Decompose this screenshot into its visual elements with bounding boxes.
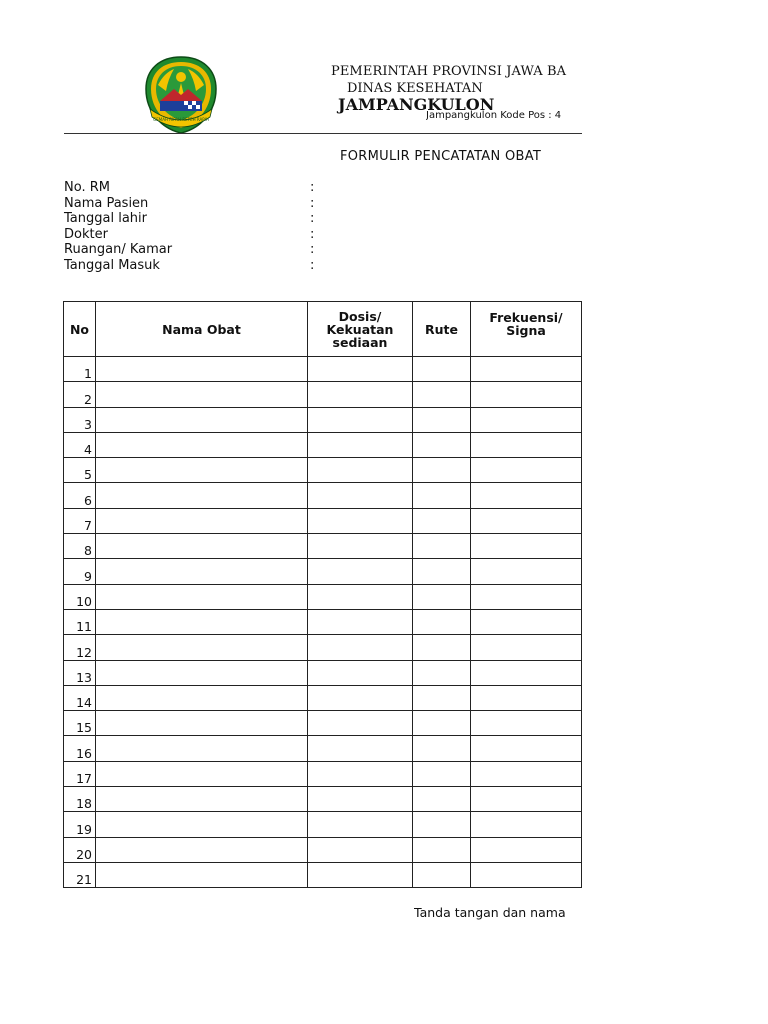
table-row xyxy=(64,761,582,786)
cell-dosis[interactable] xyxy=(308,862,413,887)
cell-nama-obat[interactable] xyxy=(96,458,308,483)
row-number: 14 xyxy=(64,685,96,710)
patient-info-fields xyxy=(64,180,344,273)
cell-dosis[interactable] xyxy=(308,837,413,862)
table-row xyxy=(64,736,582,761)
field-dokter xyxy=(64,227,344,243)
table-row xyxy=(64,458,582,483)
cell-frekuensi[interactable] xyxy=(471,609,582,634)
field-separator: : xyxy=(310,195,315,211)
cell-rute[interactable] xyxy=(413,660,471,685)
table-row xyxy=(64,382,582,407)
row-number: 17 xyxy=(64,761,96,786)
table-row xyxy=(64,534,582,559)
cell-frekuensi[interactable] xyxy=(471,584,582,609)
field-tanggal-lahir xyxy=(64,211,344,227)
cell-frekuensi[interactable] xyxy=(471,483,582,508)
field-nama-pasien xyxy=(64,196,344,212)
cell-dosis[interactable] xyxy=(308,736,413,761)
row-number: 7 xyxy=(64,508,96,533)
cell-nama-obat[interactable] xyxy=(96,736,308,761)
cell-nama-obat[interactable] xyxy=(96,357,308,382)
cell-nama-obat[interactable] xyxy=(96,761,308,786)
cell-rute[interactable] xyxy=(413,382,471,407)
form-title: FORMULIR PENCATATAN OBAT xyxy=(340,149,542,164)
cell-rute[interactable] xyxy=(413,407,471,432)
table-row xyxy=(64,685,582,710)
field-label: Dokter xyxy=(64,226,108,242)
cell-frekuensi[interactable] xyxy=(471,534,582,559)
cell-nama-obat[interactable] xyxy=(96,609,308,634)
row-number: 5 xyxy=(64,458,96,483)
cell-rute[interactable] xyxy=(413,685,471,710)
header-divider xyxy=(64,133,582,134)
table-row xyxy=(64,787,582,812)
cell-dosis[interactable] xyxy=(308,534,413,559)
table-row xyxy=(64,508,582,533)
cell-rute[interactable] xyxy=(413,483,471,508)
field-separator: : xyxy=(310,226,315,242)
cell-frekuensi[interactable] xyxy=(471,407,582,432)
table-row xyxy=(64,635,582,660)
field-tanggal-masuk xyxy=(64,258,344,274)
field-label: Ruangan/ Kamar xyxy=(64,242,173,257)
row-number: 16 xyxy=(64,736,96,761)
table-row xyxy=(64,812,582,837)
cell-nama-obat[interactable] xyxy=(96,685,308,710)
cell-dosis[interactable] xyxy=(308,432,413,457)
field-no-rm xyxy=(64,180,344,196)
field-ruangan-kamar xyxy=(64,242,344,258)
logo-motto: GEMAH RIPAH REPEH RAPIH xyxy=(153,117,209,122)
field-label: Tanggal lahir xyxy=(64,211,147,226)
cell-rute[interactable] xyxy=(413,837,471,862)
cell-dosis[interactable] xyxy=(308,609,413,634)
cell-dosis[interactable] xyxy=(308,483,413,508)
cell-frekuensi[interactable] xyxy=(471,787,582,812)
field-separator: : xyxy=(310,211,315,226)
cell-dosis[interactable] xyxy=(308,357,413,382)
cell-nama-obat[interactable] xyxy=(96,812,308,837)
cell-nama-obat[interactable] xyxy=(96,534,308,559)
col-header-no: No xyxy=(64,302,96,357)
row-number: 13 xyxy=(64,660,96,685)
cell-dosis[interactable] xyxy=(308,508,413,533)
col-header-frekuensi: Frekuensi/ Signa xyxy=(471,302,582,357)
cell-rute[interactable] xyxy=(413,812,471,837)
table-row xyxy=(64,609,582,634)
row-number: 18 xyxy=(64,787,96,812)
cell-frekuensi[interactable] xyxy=(471,862,582,887)
cell-dosis[interactable] xyxy=(308,711,413,736)
cell-rute[interactable] xyxy=(413,761,471,786)
cell-frekuensi[interactable] xyxy=(471,761,582,786)
row-number: 19 xyxy=(64,812,96,837)
header-province: PEMERINTAH PROVINSI JAWA BA xyxy=(331,64,567,79)
cell-rute[interactable] xyxy=(413,508,471,533)
cell-dosis[interactable] xyxy=(308,458,413,483)
medication-table xyxy=(63,301,582,888)
cell-nama-obat[interactable] xyxy=(96,837,308,862)
row-number: 12 xyxy=(64,635,96,660)
table-header-row xyxy=(64,302,582,357)
cell-dosis[interactable] xyxy=(308,787,413,812)
cell-nama-obat[interactable] xyxy=(96,508,308,533)
row-number: 1 xyxy=(64,357,96,382)
cell-rute[interactable] xyxy=(413,584,471,609)
col-header-nama-obat: Nama Obat xyxy=(96,302,308,357)
cell-frekuensi[interactable] xyxy=(471,635,582,660)
cell-rute[interactable] xyxy=(413,534,471,559)
cell-nama-obat[interactable] xyxy=(96,862,308,887)
cell-frekuensi[interactable] xyxy=(471,458,582,483)
cell-nama-obat[interactable] xyxy=(96,635,308,660)
cell-dosis[interactable] xyxy=(308,812,413,837)
field-label: Nama Pasien xyxy=(64,195,149,211)
row-number: 3 xyxy=(64,407,96,432)
cell-rute[interactable] xyxy=(413,862,471,887)
cell-frekuensi[interactable] xyxy=(471,559,582,584)
cell-rute[interactable] xyxy=(413,635,471,660)
cell-dosis[interactable] xyxy=(308,761,413,786)
cell-frekuensi[interactable] xyxy=(471,660,582,685)
cell-dosis[interactable] xyxy=(308,685,413,710)
row-number: 2 xyxy=(64,382,96,407)
cell-nama-obat[interactable] xyxy=(96,711,308,736)
cell-frekuensi[interactable] xyxy=(471,432,582,457)
field-label: No. RM xyxy=(64,180,110,195)
cell-frekuensi[interactable] xyxy=(471,837,582,862)
cell-frekuensi[interactable] xyxy=(471,357,582,382)
row-number: 20 xyxy=(64,837,96,862)
cell-dosis[interactable] xyxy=(308,584,413,609)
table-row xyxy=(64,711,582,736)
row-number: 10 xyxy=(64,584,96,609)
cell-rute[interactable] xyxy=(413,787,471,812)
table-row xyxy=(64,837,582,862)
header-location: JAMPANGKULON xyxy=(338,95,495,114)
cell-nama-obat[interactable] xyxy=(96,660,308,685)
row-number: 9 xyxy=(64,559,96,584)
table-row xyxy=(64,559,582,584)
col-header-rute: Rute xyxy=(413,302,471,357)
cell-nama-obat[interactable] xyxy=(96,584,308,609)
cell-nama-obat[interactable] xyxy=(96,432,308,457)
province-emblem-logo xyxy=(144,55,218,135)
row-number: 21 xyxy=(64,862,96,887)
table-row xyxy=(64,584,582,609)
cell-rute[interactable] xyxy=(413,458,471,483)
field-separator: : xyxy=(310,257,315,273)
cell-frekuensi[interactable] xyxy=(471,736,582,761)
row-number: 15 xyxy=(64,711,96,736)
cell-dosis[interactable] xyxy=(308,559,413,584)
cell-frekuensi[interactable] xyxy=(471,508,582,533)
cell-rute[interactable] xyxy=(413,432,471,457)
table-row xyxy=(64,862,582,887)
cell-nama-obat[interactable] xyxy=(96,483,308,508)
row-number: 8 xyxy=(64,534,96,559)
row-number: 11 xyxy=(64,609,96,634)
cell-rute[interactable] xyxy=(413,736,471,761)
cell-frekuensi[interactable] xyxy=(471,711,582,736)
cell-dosis[interactable] xyxy=(308,382,413,407)
field-separator: : xyxy=(310,242,315,257)
cell-dosis[interactable] xyxy=(308,660,413,685)
cell-nama-obat[interactable] xyxy=(96,559,308,584)
table-row xyxy=(64,432,582,457)
cell-frekuensi[interactable] xyxy=(471,382,582,407)
table-row xyxy=(64,407,582,432)
header-address: Jampangkulon Kode Pos : 4 xyxy=(426,110,562,121)
cell-nama-obat[interactable] xyxy=(96,787,308,812)
header-agency: DINAS KESEHATAN xyxy=(347,81,483,96)
row-number: 4 xyxy=(64,432,96,457)
signature-label: Tanda tangan dan nama xyxy=(414,905,566,920)
cell-dosis[interactable] xyxy=(308,407,413,432)
table-row xyxy=(64,483,582,508)
cell-nama-obat[interactable] xyxy=(96,407,308,432)
cell-rute[interactable] xyxy=(413,711,471,736)
cell-rute[interactable] xyxy=(413,559,471,584)
cell-frekuensi[interactable] xyxy=(471,685,582,710)
field-label: Tanggal Masuk xyxy=(64,257,160,273)
cell-frekuensi[interactable] xyxy=(471,812,582,837)
field-separator: : xyxy=(310,180,315,195)
table-row xyxy=(64,660,582,685)
table-row xyxy=(64,357,582,382)
row-number: 6 xyxy=(64,483,96,508)
col-header-dosis: Dosis/ Kekuatan sediaan xyxy=(308,302,413,357)
cell-nama-obat[interactable] xyxy=(96,382,308,407)
cell-dosis[interactable] xyxy=(308,635,413,660)
cell-rute[interactable] xyxy=(413,357,471,382)
cell-rute[interactable] xyxy=(413,609,471,634)
